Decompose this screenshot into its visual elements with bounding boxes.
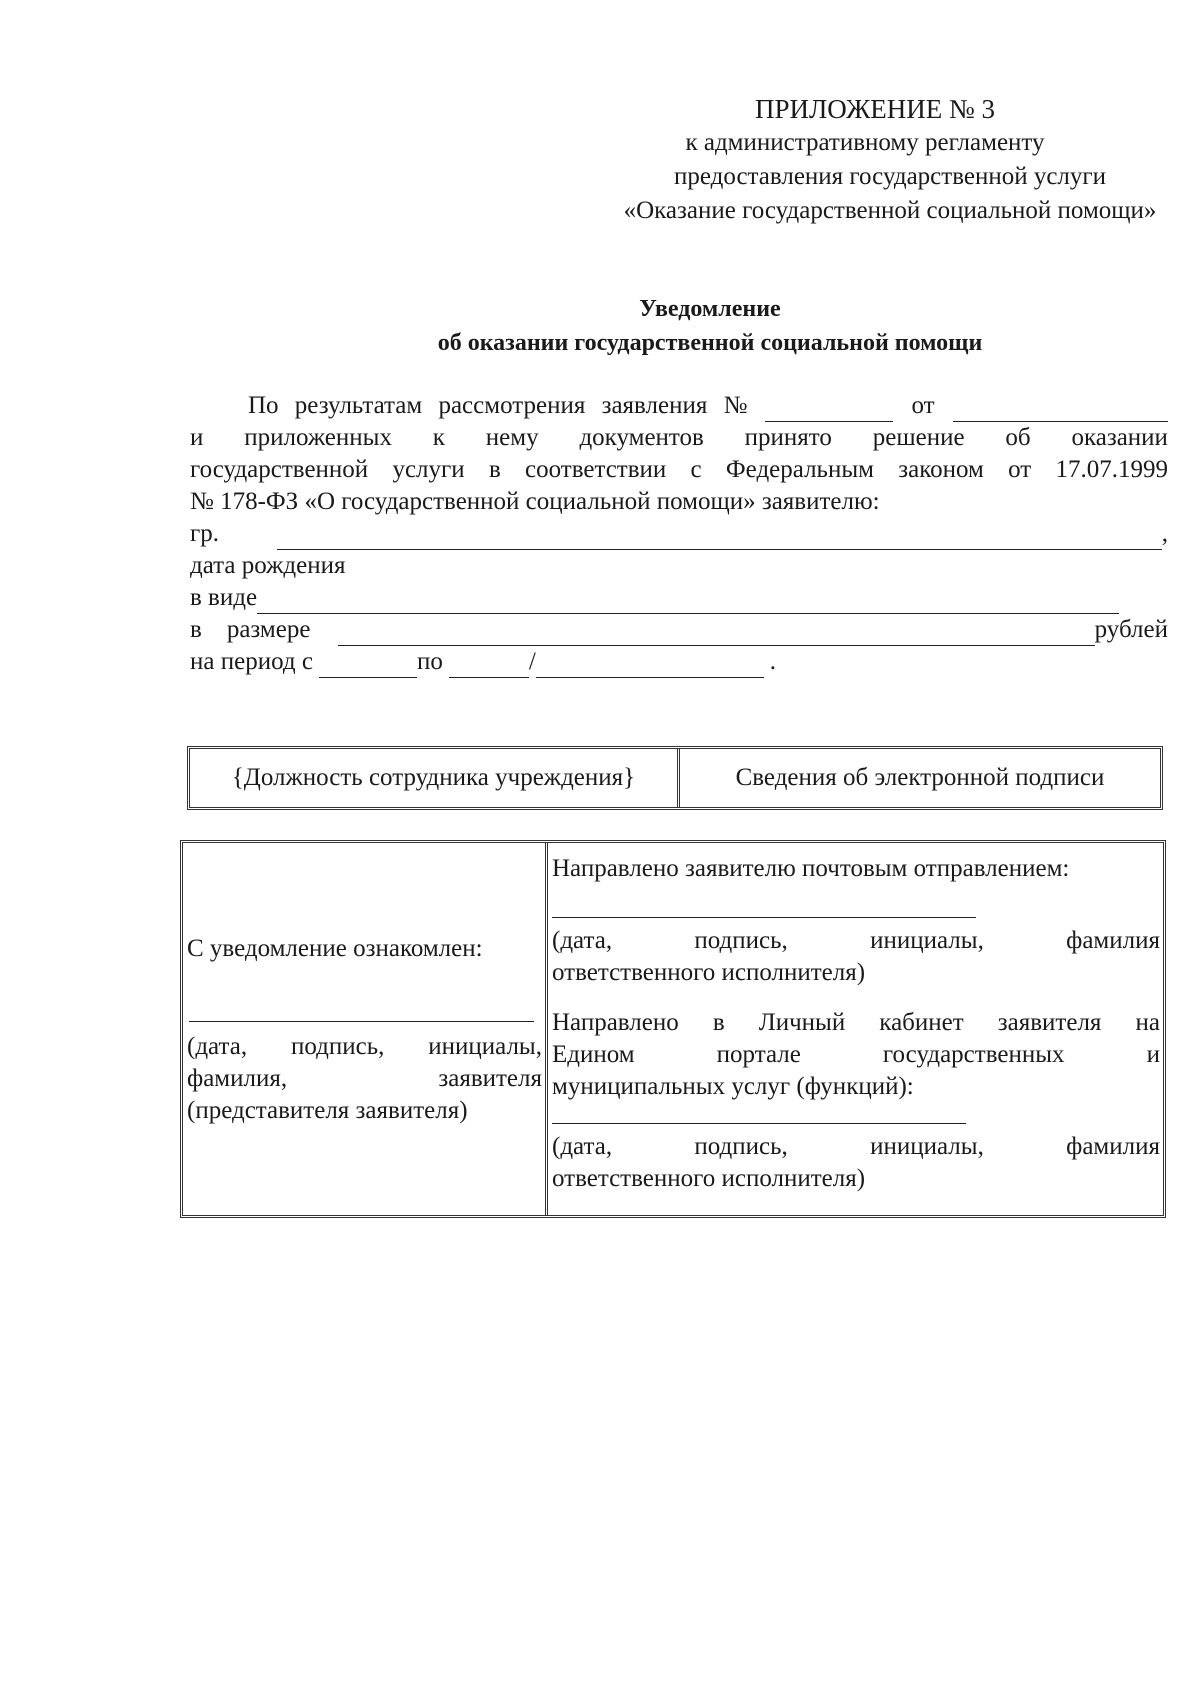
- annex-line-4: «Оказание государственной социальной помощи»: [623, 197, 1157, 224]
- body-line-4: [190, 486, 1168, 518]
- application-from-label: от: [911, 392, 935, 419]
- period-line: [190, 646, 1168, 678]
- body-line-3: [190, 454, 1168, 486]
- cabinet-line-2-word-0: Едином: [552, 1041, 635, 1068]
- cabinet-text-line-2: [552, 1039, 1160, 1071]
- period-label: на период с: [190, 648, 313, 675]
- body-line-3-word-8: 17.07.1999: [1055, 456, 1168, 483]
- delivery-cell: [548, 843, 1163, 1215]
- law-reference: № 178-ФЗ «О государственной социальной помощи» заявителю:: [190, 488, 880, 515]
- citizen-name-field[interactable]: [277, 527, 1162, 550]
- post-caption-line-1: [552, 925, 1160, 957]
- applicant-caption-1-word-2: инициалы,: [428, 1033, 542, 1060]
- cabinet-caption-word-0: (дата,: [552, 1133, 613, 1160]
- cabinet-caption-word-3: фамилия: [1066, 1133, 1160, 1160]
- applicant-caption-line-2: [187, 1063, 542, 1095]
- delivery-info-table: [180, 840, 1166, 1218]
- citizen-label: гр.: [190, 520, 220, 547]
- body-line-2-word-8: оказании: [1071, 424, 1168, 451]
- body-line-2-word-7: об: [1005, 424, 1031, 451]
- aid-form-field[interactable]: [257, 591, 1119, 614]
- body-line-2-word-1: приложенных: [244, 424, 392, 451]
- post-signature-line[interactable]: [552, 917, 976, 918]
- cabinet-line-2-word-1: портале: [716, 1041, 801, 1068]
- document-title-line-2: об оказании государственной социальной помощи: [437, 330, 983, 356]
- body-line-3-word-6: законом: [898, 456, 984, 483]
- period-end-dot: .: [769, 648, 777, 675]
- body-line-3-word-1: услуги: [392, 456, 465, 483]
- signature-table: [187, 746, 1163, 810]
- body-line-2-word-2: к: [432, 424, 445, 451]
- post-caption-word-1: подпись,: [694, 927, 788, 954]
- employee-position-cell: {Должность сотрудника учреждения}: [190, 749, 680, 807]
- cabinet-text-line-1: [552, 1007, 1160, 1039]
- body-line-2-word-3: нему: [485, 424, 539, 451]
- citizen-comma: ,: [1161, 520, 1168, 547]
- post-caption-word-3: фамилия: [1066, 927, 1160, 954]
- post-caption-word-2: инициалы,: [870, 927, 984, 954]
- citizen-line: [190, 518, 1168, 550]
- annex-header: [500, 92, 1200, 228]
- post-sent-text: Направлено заявителю почтовым отправлением:: [552, 855, 1070, 882]
- annex-line-2: к административному регламенту: [685, 129, 1045, 156]
- applicant-caption-1-word-0: (дата,: [187, 1033, 248, 1060]
- applicant-caption-2-word-0: фамилия,: [187, 1065, 288, 1092]
- cabinet-line-2-word-2: государственных: [882, 1041, 1065, 1068]
- amount-unit: рублей: [1094, 616, 1168, 643]
- aid-form-label: в виде: [190, 584, 258, 611]
- applicant-caption-line-1: [187, 1031, 542, 1063]
- cabinet-line-1-word-1: в: [712, 1009, 725, 1036]
- applicant-caption-2-word-1: заявителя: [438, 1065, 542, 1092]
- post-caption-word-0: (дата,: [552, 927, 613, 954]
- body-line-3-word-5: Федеральным: [725, 456, 874, 483]
- body-line-3-word-2: в: [488, 456, 501, 483]
- application-date-field[interactable]: [953, 399, 1168, 422]
- electronic-signature-cell: Сведения об электронной подписи: [735, 764, 1105, 791]
- cabinet-line-1-word-3: кабинет: [879, 1009, 964, 1036]
- cabinet-line-1-word-2: Личный: [758, 1009, 846, 1036]
- body-line-1: [190, 390, 1168, 422]
- period-to-label: по: [416, 648, 443, 675]
- application-intro: По результатам рассмотрения заявления №: [248, 392, 748, 419]
- birth-date-line: [190, 550, 1168, 582]
- cabinet-caption-line-1: [552, 1131, 1160, 1163]
- cabinet-line-1-word-4: заявителя: [997, 1009, 1102, 1036]
- document-title: [360, 292, 1060, 360]
- cabinet-caption-line-2: ответственного исполнителя): [552, 1165, 866, 1192]
- period-start-field[interactable]: [319, 655, 417, 678]
- amount-label-in: в: [190, 616, 202, 643]
- body-line-2-word-6: решение: [872, 424, 965, 451]
- cabinet-line-2-word-3: и: [1146, 1041, 1160, 1068]
- body-line-2-word-4: документов: [579, 424, 704, 451]
- application-number-field[interactable]: [765, 399, 893, 422]
- applicant-caption-1-word-1: подпись,: [290, 1033, 385, 1060]
- body-line-2-word-5: принято: [744, 424, 832, 451]
- notice-body: [190, 390, 1168, 678]
- familiarization-cell: [183, 843, 548, 1215]
- applicant-caption-line-3: (представителя заявителя): [187, 1097, 468, 1124]
- period-end-field[interactable]: [536, 655, 764, 678]
- amount-line: [190, 614, 1168, 646]
- cabinet-line-1-word-0: Направлено: [552, 1009, 679, 1036]
- annex-line-3: предоставления государственной услуги: [673, 163, 1107, 190]
- period-slash: /: [528, 648, 536, 675]
- body-line-3-word-4: с: [690, 456, 702, 483]
- birth-date-label: дата рождения: [190, 552, 346, 579]
- cabinet-caption-word-1: подпись,: [694, 1133, 788, 1160]
- amount-field[interactable]: [338, 623, 1094, 646]
- cabinet-text-line-3: муниципальных услуг (функций):: [552, 1073, 914, 1100]
- cabinet-line-1-word-5: на: [1135, 1009, 1160, 1036]
- cabinet-signature-line[interactable]: [552, 1123, 966, 1124]
- familiarized-text: С уведомление ознакомлен:: [187, 935, 483, 962]
- aid-form-line: [190, 582, 1168, 614]
- amount-label-size: размере: [226, 616, 311, 643]
- body-line-2: [190, 422, 1168, 454]
- body-line-3-word-7: от: [1008, 456, 1032, 483]
- post-caption-line-2: ответственного исполнителя): [552, 959, 866, 986]
- period-end-day-field[interactable]: [449, 655, 529, 678]
- body-line-2-word-0: и: [190, 424, 204, 451]
- cabinet-caption-word-2: инициалы,: [870, 1133, 984, 1160]
- body-line-3-word-3: соответствии: [525, 456, 667, 483]
- familiarized-signature-line[interactable]: [189, 1021, 534, 1022]
- annex-title: ПРИЛОЖЕНИЕ № 3: [754, 94, 996, 124]
- body-line-3-word-0: государственной: [190, 456, 369, 483]
- document-title-line-1: Уведомление: [639, 296, 781, 322]
